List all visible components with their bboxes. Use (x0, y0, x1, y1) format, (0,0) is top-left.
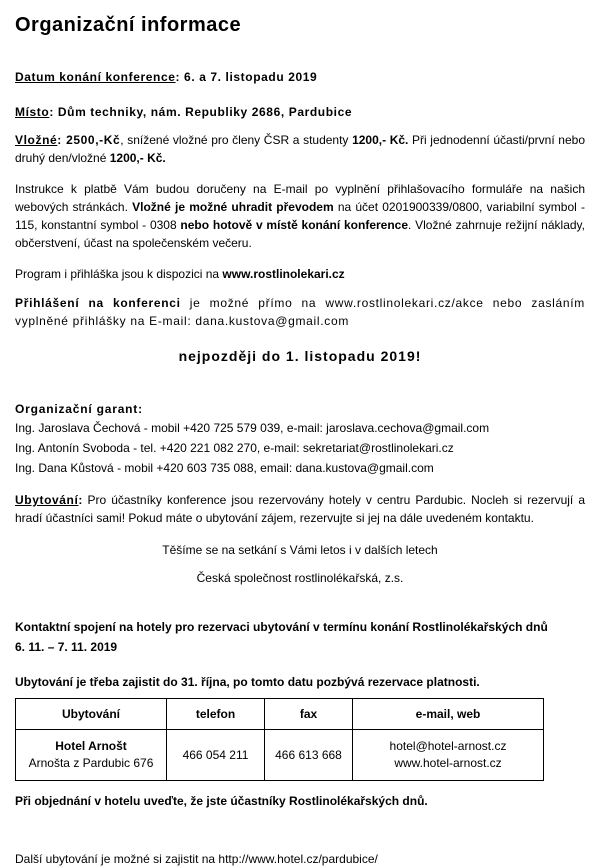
deadline-line: nejpozději do 1. listopadu 2019! (178, 348, 422, 364)
hotels-intro-text: Kontaktní spojení na hotely pro rezervaci ubytování v termínu konání Rostlinolékařských dnů (15, 620, 548, 634)
fee-text-oneday: Při jednodenní účasti/první nebo druhý den/vložné (15, 133, 585, 165)
venue-value: Dům techniky, nám. Republiky 2686, Pardubice (57, 105, 353, 119)
hotel-email: hotel@hotel-arnost.cz (389, 739, 507, 753)
payment-paragraph (15, 180, 585, 252)
payment-text-3: . Vložné zahrnuje režijní náklady, občerstvení, účast na společenském večeru. (15, 218, 585, 250)
fee-amount-full: 2500,-Kč (66, 133, 121, 147)
closing-line-2: Česká společnost rostlinolékařská, z.s. (196, 571, 404, 585)
hotel-order-note: Při objednání v hotelu uveďte, že jste účastníky Rostlinolékařských dnů. (15, 794, 428, 808)
registration-text: je možné přímo na www.rostlinolekari.cz/akce nebo zasláním vyplněné přihlášky na E-mail: dana.kustova@gmail.com (15, 296, 585, 328)
accommodation-text: Pro účastníky konference jsou rezervovány hotely v centru Pardubic. Nocleh si rezervují a hradí účastníci sami! Pokud máte o ubytování zájem, rezervujte si jej na dále uvedeném kontaktu. (15, 493, 585, 525)
payment-text-1: Instrukce k platbě Vám budou doručeny na E-mail po vyplnění přihlašovacího formuláře na našich webových stránkách. (15, 182, 585, 214)
hotels-table-header-row (16, 699, 544, 730)
table-row (16, 730, 544, 781)
hotels-deadline-note: Ubytování je třeba zajistit do 31. října, po tomto datu pozbývá rezervace platnosti. (15, 675, 480, 689)
payment-bold-cash: nebo hotově v místě konání konference (180, 218, 409, 232)
conference-date-separator: : (175, 70, 185, 84)
organizer-contact-1: Ing. Jaroslava Čechová - mobil +420 725 579 039, e-mail: jaroslava.cechova@gmail.com (15, 421, 490, 435)
hotel-phone-cell: 466 054 211 (167, 730, 265, 781)
organizers-heading: Organizační garant: (15, 402, 143, 416)
accommodation-paragraph (15, 491, 585, 527)
organizer-contact-2: Ing. Antonín Svoboda - tel. +420 221 082 270, e-mail: sekretariat@rostlinolekari.cz (15, 441, 454, 455)
venue-separator: : (49, 105, 58, 119)
program-text: Program i přihláška jsou k dispozici na (15, 267, 223, 281)
venue-label: Místo (15, 105, 50, 119)
page-title: Organizační informace (15, 14, 242, 36)
fee-separator: : (57, 133, 67, 147)
fee-label: Vložné (15, 133, 58, 147)
hotels-intro (15, 617, 585, 657)
hotels-intro-dates: 6. 11. – 7. 11. 2019 (15, 640, 118, 654)
hotel-fax-cell: 466 613 668 (265, 730, 353, 781)
closing-line-1: Těšíme se na setkání s Vámi letos i v dalších letech (162, 543, 438, 557)
accommodation-label: Ubytování (15, 493, 79, 507)
fee-amount-reduced: 1200,- Kč. (352, 133, 409, 147)
program-url: www.rostlinolekari.cz (222, 267, 345, 281)
hotel-name-cell (16, 730, 167, 781)
registration-bold: Přihlášení na konferenci (15, 296, 181, 310)
hotel-name: Hotel Arnošt (55, 739, 127, 753)
hotels-header-fax: fax (265, 699, 353, 730)
fee-paragraph (15, 131, 585, 167)
payment-text-2: na účet 0201900339/0800, variabilní symbol - 115, konstantní symbol - 0308 (15, 200, 585, 232)
registration-paragraph (15, 294, 585, 330)
hotels-header-accommodation: Ubytování (16, 699, 167, 730)
organizer-contact-3: Ing. Dana Kůstová - mobil +420 603 735 088, email: dana.kustova@gmail.com (15, 461, 434, 475)
venue-line (15, 103, 585, 121)
accommodation-separator: : (78, 493, 88, 507)
program-line (15, 265, 585, 283)
organizers-block (15, 400, 585, 478)
hotels-table (15, 698, 544, 781)
conference-date-line (15, 68, 585, 86)
hotel-address: Arnošta z Pardubic 676 (28, 756, 154, 770)
hotels-header-phone: telefon (167, 699, 265, 730)
fee-amount-oneday: 1200,- Kč. (109, 151, 166, 165)
more-accommodation-line: Další ubytování je možné si zajistit na http://www.hotel.cz/pardubice/ (15, 852, 378, 866)
fee-text-reduced: , snížené vložné pro členy ČSR a studenty (120, 133, 353, 147)
hotels-header-email-web: e-mail, web (353, 699, 544, 730)
conference-date-value: 6. a 7. listopadu 2019 (184, 70, 318, 84)
conference-date-label: Datum konání konference (15, 70, 176, 84)
hotel-email-web-cell (353, 730, 544, 781)
payment-bold-transfer: Vložné je možné uhradit převodem (132, 200, 334, 214)
hotel-web: www.hotel-arnost.cz (394, 756, 502, 770)
